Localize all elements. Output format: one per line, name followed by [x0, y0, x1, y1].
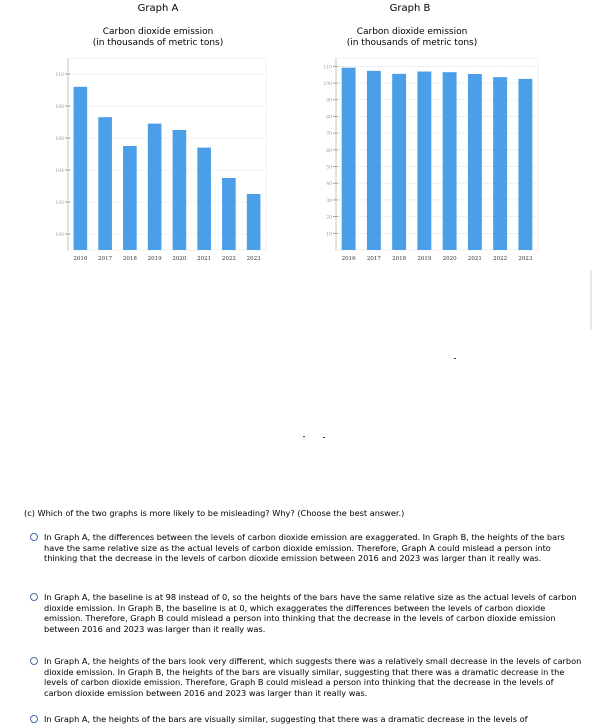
plot-frame — [68, 58, 266, 250]
bar — [367, 71, 381, 250]
answer-option-text: In Graph A, the heights of the bars look very different, which suggests there was a relatively small decrease in the levels of carbon dioxide emission. In Graph B, the heights of the bars are visually similar, suggesting that there was a dramatic decrease in the levels of carbon dioxide emission. Therefore, Graph B could mislead a person into thinking that the decrease in the levels of carbon dioxide emission between 2016 and 2023 was larger than it really was. — [44, 656, 582, 698]
x-tick-label: 2020 — [442, 256, 457, 262]
bar — [493, 77, 507, 250]
answer-option-2[interactable] — [44, 592, 584, 634]
y-tick-label: 70 — [326, 132, 332, 138]
bar — [468, 74, 482, 250]
x-tick-label: 2021 — [197, 256, 212, 262]
answer-option-text: In Graph A, the baseline is at 98 instead of 0, so the heights of the bars have the same relative size as the actual levels of carbon dioxide emission. In Graph B, the baseline is at 0, which exaggerates the differences between the levels of carbon dioxide emission. Therefore, Graph B could mislead a person into thinking that the decrease in the levels of carbon dioxide emission between 2016 and 2023 was larger than it really was. — [44, 592, 577, 634]
bar — [173, 130, 187, 250]
chart-b-plot — [292, 0, 592, 290]
radio-button[interactable] — [30, 715, 38, 723]
divider-artifact — [303, 436, 305, 437]
x-tick-label: 2019 — [147, 256, 162, 262]
x-tick-label: 2023 — [518, 256, 533, 262]
bar — [197, 148, 211, 250]
bar — [222, 178, 236, 250]
y-tick-label: 60 — [326, 148, 332, 154]
bar — [74, 87, 88, 250]
y-tick-label: 104 — [55, 169, 64, 174]
answer-option-1[interactable] — [44, 532, 584, 564]
x-tick-label: 2017 — [98, 256, 113, 262]
x-tick-label: 2023 — [246, 256, 261, 262]
bar — [148, 124, 162, 250]
x-tick-label: 2017 — [366, 256, 381, 262]
x-tick-label: 2020 — [172, 256, 187, 262]
y-tick-label: 100 — [323, 82, 332, 88]
chart-a-plot — [0, 0, 300, 290]
question-text: (c) Which of the two graphs is more likely to be misleading? Why? (Choose the best answer.) — [24, 508, 405, 518]
bar — [123, 146, 137, 250]
x-tick-label: 2016 — [341, 256, 356, 262]
graph-a-title-line1: Carbon dioxide emission — [102, 27, 214, 37]
answer-option-text: In Graph A, the heights of the bars are visually similar, suggesting that there was a dramatic decrease in the levels of — [44, 714, 528, 724]
y-tick-label: 50 — [326, 165, 332, 171]
bar — [518, 79, 532, 250]
graph-a-title-line2: (in thousands of metric tons) — [92, 38, 224, 48]
bar — [417, 72, 431, 250]
x-tick-label: 2018 — [122, 256, 137, 262]
bar — [342, 68, 356, 250]
graph-b-label: Graph B — [389, 3, 431, 14]
graph-a-label: Graph A — [137, 3, 179, 14]
x-tick-label: 2018 — [392, 256, 407, 262]
y-tick-label: 100 — [55, 233, 64, 238]
y-tick-label: 10 — [326, 232, 332, 238]
divider-artifact — [323, 437, 325, 438]
divider-artifact — [454, 358, 456, 359]
x-tick-label: 2022 — [493, 256, 508, 262]
y-tick-label: 110 — [55, 73, 64, 78]
y-tick-label: 110 — [323, 65, 332, 71]
radio-button[interactable] — [30, 657, 38, 665]
y-tick-label: 90 — [326, 98, 332, 104]
y-tick-label: 108 — [55, 105, 64, 110]
x-tick-label: 2019 — [417, 256, 432, 262]
bar — [98, 117, 112, 250]
radio-button[interactable] — [30, 593, 38, 601]
y-tick-label: 102 — [55, 201, 64, 206]
y-tick-label: 40 — [326, 182, 332, 188]
graph-b-title-line1: Carbon dioxide emission — [356, 27, 468, 37]
plot-frame — [336, 58, 538, 250]
answer-option-3[interactable] — [44, 656, 584, 698]
y-tick-label: 20 — [326, 215, 332, 221]
answer-option-text: In Graph A, the differences between the levels of carbon dioxide emission are exaggerated. In Graph B, the heights of the bars have the same relative size as the actual levels of carbon dioxide emission. Therefore, Graph A could mislead a person into thinking that the decrease in the levels of carbon dioxide emission between 2016 and 2023 was larger than it really was. — [44, 532, 565, 564]
x-tick-label: 2021 — [467, 256, 482, 262]
graph-b-title-line2: (in thousands of metric tons) — [346, 38, 478, 48]
radio-button[interactable] — [30, 533, 38, 541]
x-tick-label: 2022 — [221, 256, 236, 262]
y-tick-label: 30 — [326, 198, 332, 204]
x-tick-label: 2016 — [73, 256, 88, 262]
y-tick-label: 80 — [326, 115, 332, 121]
bar — [247, 194, 261, 250]
bar — [443, 72, 457, 250]
answer-option-4[interactable] — [44, 714, 584, 725]
y-tick-label: 106 — [55, 137, 64, 142]
bar — [392, 74, 406, 250]
